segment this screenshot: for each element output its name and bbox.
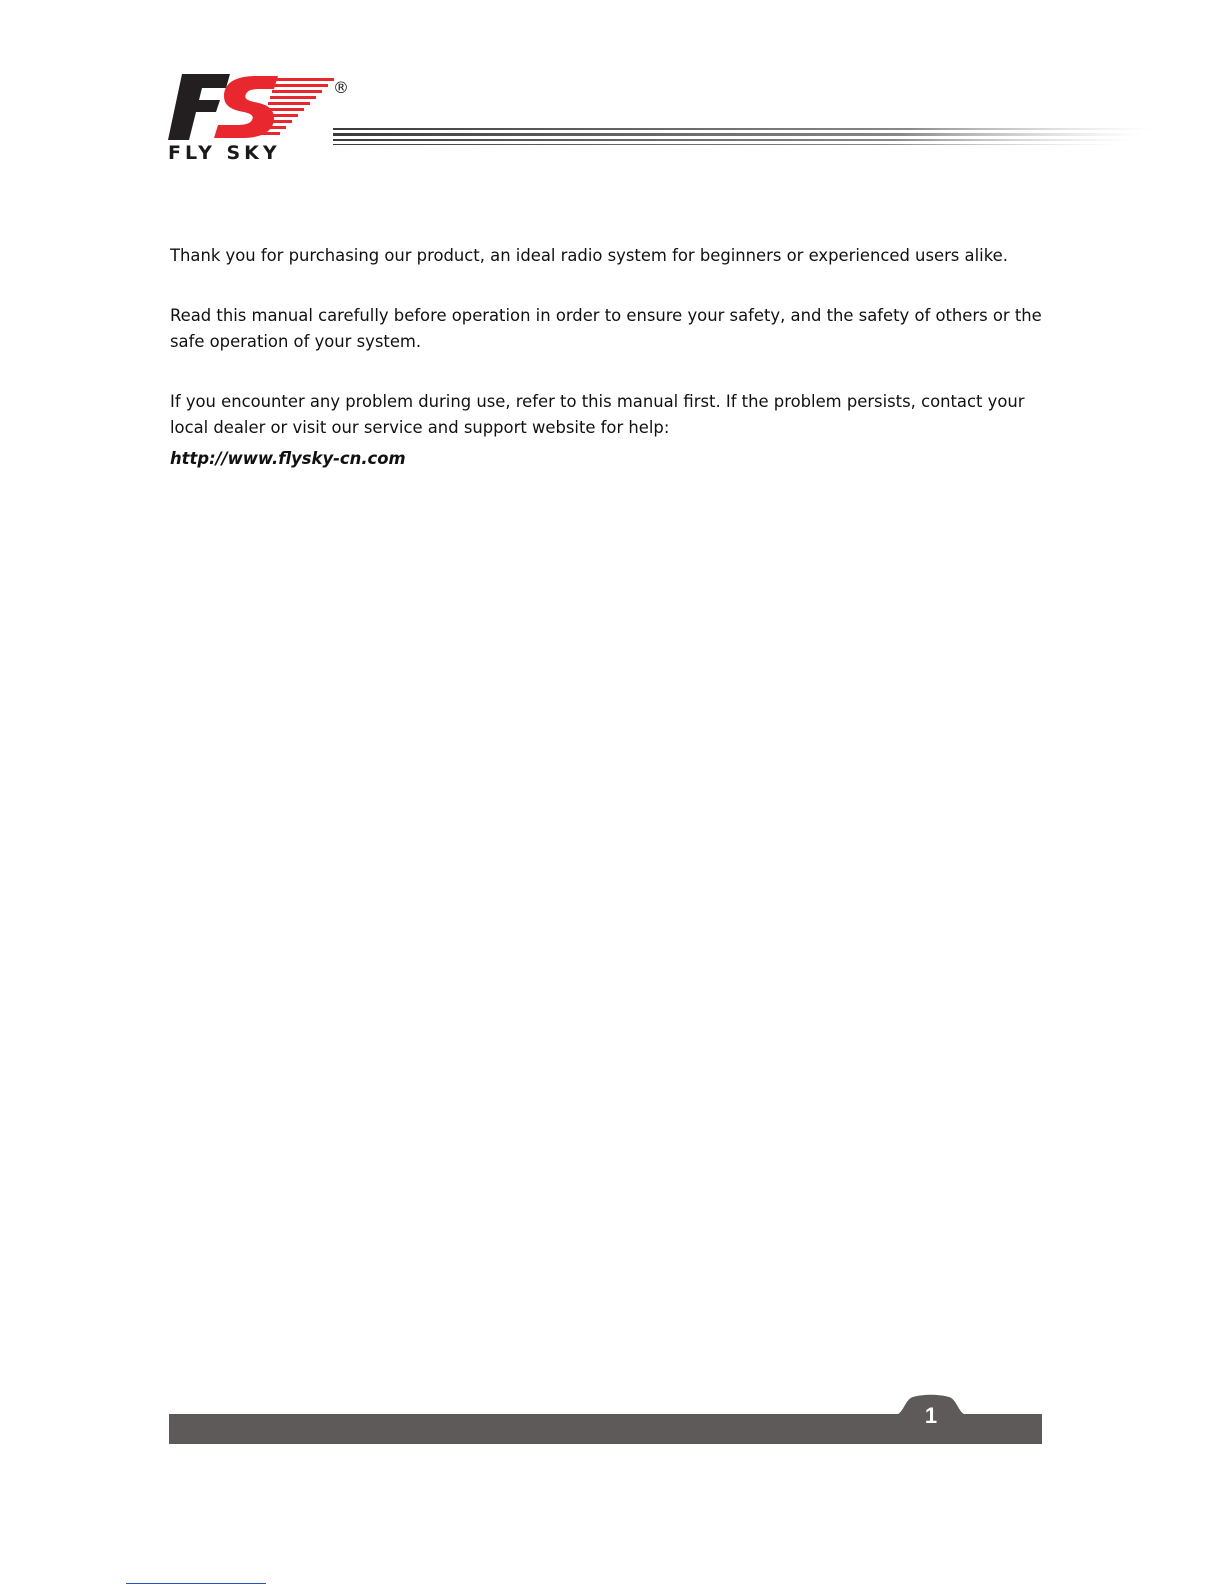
logo-wordmark: FLY SKY bbox=[168, 142, 281, 164]
read-manual-paragraph: Read this manual carefully before operation in order to ensure your safety, and the safety of others or the safe operation of your system. bbox=[170, 306, 1042, 351]
header-rule bbox=[333, 126, 1153, 148]
support-website-link[interactable]: http://www.flysky-cn.com bbox=[170, 449, 406, 468]
support-paragraph: If you encounter any problem during use, refer to this manual first. If the problem persists, contact your local dealer or visit our service and support website for help: bbox=[170, 392, 1025, 437]
page-number: 1 bbox=[924, 1403, 938, 1428]
thank-you-paragraph: Thank you for purchasing our product, an ideal radio system for beginners or experienced users alike. bbox=[170, 246, 1008, 265]
flysky-logo bbox=[168, 74, 358, 162]
intro-content bbox=[170, 243, 1050, 472]
flysky-logo-mark bbox=[168, 74, 338, 140]
bottom-edge-line bbox=[126, 1583, 266, 1584]
registered-mark: ® bbox=[333, 78, 349, 97]
